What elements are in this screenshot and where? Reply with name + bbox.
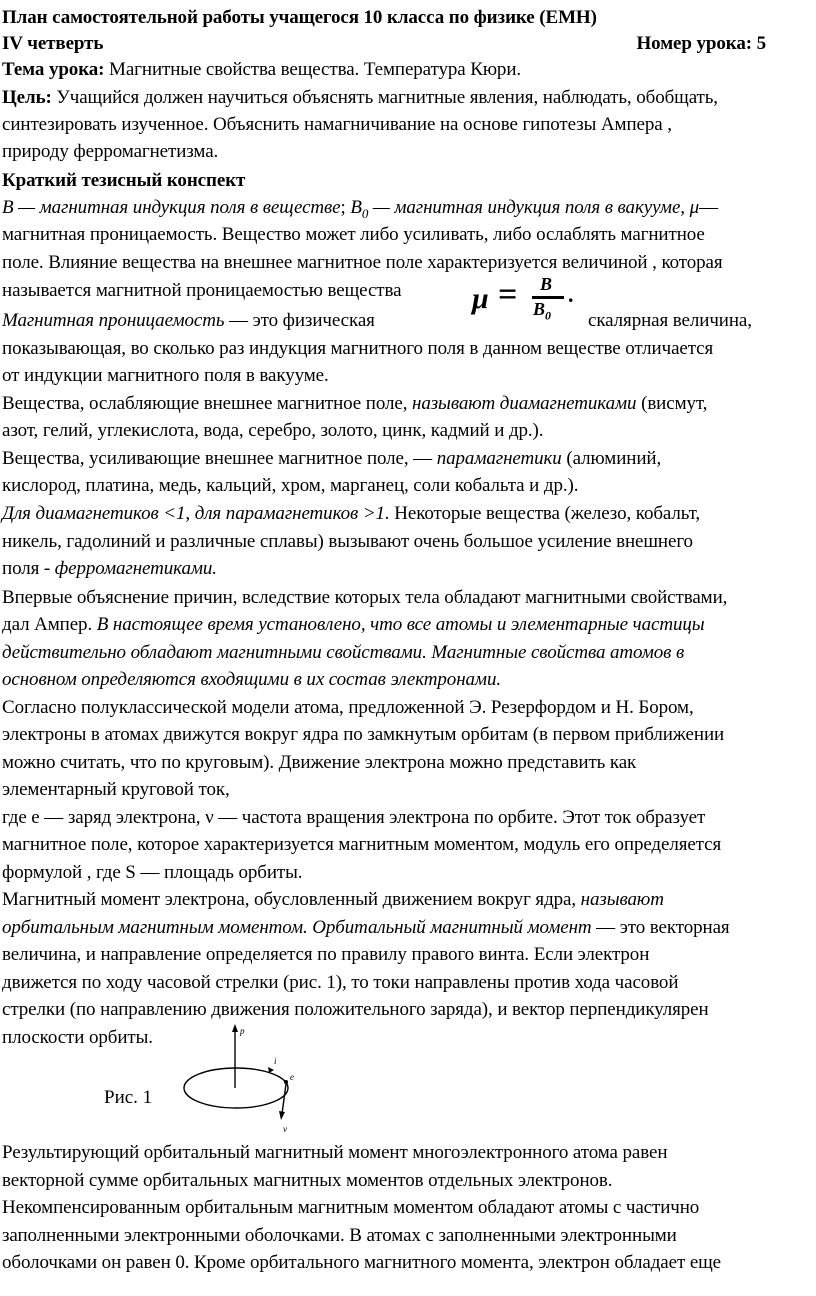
- velocity-arrow: [279, 1084, 286, 1120]
- quarter-label: IV четверть: [2, 33, 104, 54]
- p8-line-4: заполненными электронными оболочками. В атомах с заполненными электронными: [2, 1225, 677, 1246]
- goal-line-2: синтезировать изученное. Объяснить намагничивание на основе гипотезы Ампера ,: [2, 114, 672, 135]
- p3-text: Вещества, усиливающие внешнее магнитное поле, —: [2, 448, 437, 469]
- p7-line-3: величина, и направление определяется по правилу правого винта. Если электрон: [2, 944, 650, 965]
- p5-italic: В настоящее время установлено, что все атомы и элементарные частицы: [96, 614, 705, 635]
- p1-line-5: [2, 309, 814, 333]
- p2-line-1: [2, 392, 814, 416]
- b-symbol: B: [2, 197, 14, 218]
- formula-den-b: B: [533, 299, 546, 319]
- orbit-figure: [178, 1022, 318, 1142]
- p8-line-2: векторной сумме орбитальных магнитных моментов отдельных электронов.: [2, 1170, 613, 1191]
- formula-numerator: B: [540, 274, 553, 294]
- p1-line-2: магнитная проницаемость. Вещество может либо усиливать, либо ослаблять магнитное: [2, 224, 705, 245]
- p5-line-3: действительно обладают магнитными свойствами. Магнитные свойства атомов в: [2, 642, 685, 663]
- ferromagnetics-term: ферромагнетиками.: [54, 558, 217, 579]
- formula-denominator: [533, 299, 551, 324]
- p7-text: Магнитный момент электрона, обусловленный движением вокруг ядра,: [2, 889, 581, 910]
- summary-heading: Краткий тезисный конспект: [2, 170, 246, 191]
- p5-line-1: Впервые объяснение причин, вследствие которых тела обладают магнитными свойствами,: [2, 587, 728, 608]
- permeability-def: — это физическая: [224, 310, 375, 331]
- topic-text: Магнитные свойства вещества. Температура Кюри.: [104, 59, 522, 80]
- p7-text-2: — это векторная: [591, 917, 730, 938]
- p4-line-2: никель, гадолиний и различные сплавы) вызывают очень большое усиление внешнего: [2, 531, 693, 552]
- header-row: [2, 32, 814, 56]
- p1-line-4: называется магнитной проницаемостью вещества: [2, 280, 402, 301]
- p7-line-6: плоскости орбиты.: [2, 1027, 153, 1048]
- mu-dash: —: [699, 197, 718, 218]
- p1-line-3: поле. Влияние вещества на внешнее магнитное поле характеризуется величиной , которая: [2, 252, 723, 273]
- p6-line-1: Согласно полуклассической модели атома, предложенной Э. Резерфордом и Н. Бором,: [2, 697, 694, 718]
- p4-line-1: [2, 502, 814, 526]
- moment-label: p: [240, 1026, 245, 1036]
- p4-line-3: [2, 557, 814, 581]
- p2-text: Вещества, ослабляющие внешнее магнитное поле,: [2, 393, 413, 414]
- b0-subscript: 0: [361, 205, 369, 221]
- p4-text-3: поля -: [2, 558, 55, 579]
- permeability-def-cont: скалярная величина,: [588, 310, 752, 331]
- p7-line-4: движется по ходу часовой стрелки (рис. 1), то токи направлены против хода часовой: [2, 972, 679, 993]
- p6-line-4: элементарный круговой ток,: [2, 779, 230, 800]
- p6-line-5: где e — заряд электрона, ν — частота вращения электрона по орбите. Этот ток образует: [2, 807, 706, 828]
- p6-line-7: формулой , где S — площадь орбиты.: [2, 862, 303, 883]
- topic-line: [2, 58, 814, 82]
- formula-equals: =: [498, 276, 518, 313]
- b-definition: — магнитная индукция поля в веществе: [13, 197, 341, 218]
- p7-italic: называют: [580, 889, 664, 910]
- orbital-moment-term: орбитальным магнитным моментом. Орбитальный магнитный момент: [2, 917, 592, 938]
- p1-line-1: [2, 196, 814, 226]
- p2-line-2: азот, гелий, углекислота, вода, серебро, золото, цинк, кадмий и др.).: [2, 420, 544, 441]
- goal-text-1: Учащийся должен научиться объяснять магнитные явления, наблюдать, обобщать,: [51, 87, 718, 108]
- permeability-term: Магнитная проницаемость: [2, 310, 225, 331]
- current-arrow: [268, 1067, 274, 1073]
- goal-line-3: природу ферромагнетизма.: [2, 141, 219, 162]
- goal-label: Цель:: [2, 87, 52, 108]
- p4-text: Некоторые вещества (железо, кобальт,: [389, 503, 701, 524]
- lesson-number: Номер урока: 5: [636, 33, 766, 54]
- p6-line-3: можно считать, что по круговым). Движение электрона можно представить как: [2, 752, 637, 773]
- p6-line-2: электроны в атомах движутся вокруг ядра по замкнутым орбитам (в первом приближении: [2, 724, 725, 745]
- orbit-ellipse: [184, 1068, 288, 1108]
- current-label: i: [274, 1056, 277, 1066]
- document-title: План самостоятельной работы учащегося 10 класса по физике (ЕМН): [2, 7, 597, 28]
- p5-line-4: основном определяются входящими в их состав электронами.: [2, 669, 501, 690]
- p2-text-cont: (висмут,: [636, 393, 708, 414]
- p7-line-5: стрелки (по направлению движения положительного заряда), и вектор перпендикулярен: [2, 999, 709, 1020]
- diamagnetics-term: называют диамагнетиками: [412, 393, 637, 414]
- formula-dot: .: [568, 282, 574, 307]
- p3-line-1: [2, 447, 814, 471]
- p7-line-2: [2, 916, 814, 940]
- p1-line-7: от индукции магнитного поля в вакууме.: [2, 365, 329, 386]
- p4-italic: Для диамагнетиков <1, для парамагнетиков >1.: [2, 503, 390, 524]
- p5-line-2: [2, 613, 814, 637]
- formula-mu: μ: [472, 282, 489, 315]
- figure-caption: Рис. 1: [104, 1087, 153, 1108]
- b0-definition: — магнитная индукция поля в вакууме, μ: [368, 197, 700, 218]
- p3-line-2: кислород, платина, медь, кальций, хром, марганец, соли кобальта и др.).: [2, 475, 579, 496]
- p8-line-3: Некомпенсированным орбитальным магнитным моментом обладают атомы с частично: [2, 1197, 700, 1218]
- magnetic-moment-arrow: [232, 1024, 238, 1088]
- electron-label: e: [290, 1072, 294, 1082]
- p8-line-1: Результирующий орбитальный магнитный момент многоэлектронного атома равен: [2, 1142, 668, 1163]
- formula-den-sub: 0: [545, 308, 552, 323]
- p7-line-1: [2, 888, 814, 912]
- goal-line-1: [2, 86, 814, 110]
- p5-text: дал Ампер.: [2, 614, 97, 635]
- separator: ;: [340, 197, 351, 218]
- p3-text-cont: (алюминий,: [561, 448, 662, 469]
- paramagnetics-term: парамагнетики: [436, 448, 562, 469]
- permeability-formula: [470, 274, 580, 324]
- p1-line-6: показывающая, во сколько раз индукция магнитного поля в данном веществе отличается: [2, 338, 714, 359]
- p6-line-6: магнитное поле, которое характеризуется магнитным моментом, модуль его определяется: [2, 834, 722, 855]
- p8-line-5: оболочками он равен 0. Кроме орбитального магнитного момента, электрон обладает еще: [2, 1252, 722, 1273]
- velocity-label: v: [283, 1124, 287, 1134]
- electron-dot: [284, 1080, 288, 1084]
- b0-symbol: B: [350, 197, 362, 218]
- topic-label: Тема урока:: [2, 59, 105, 80]
